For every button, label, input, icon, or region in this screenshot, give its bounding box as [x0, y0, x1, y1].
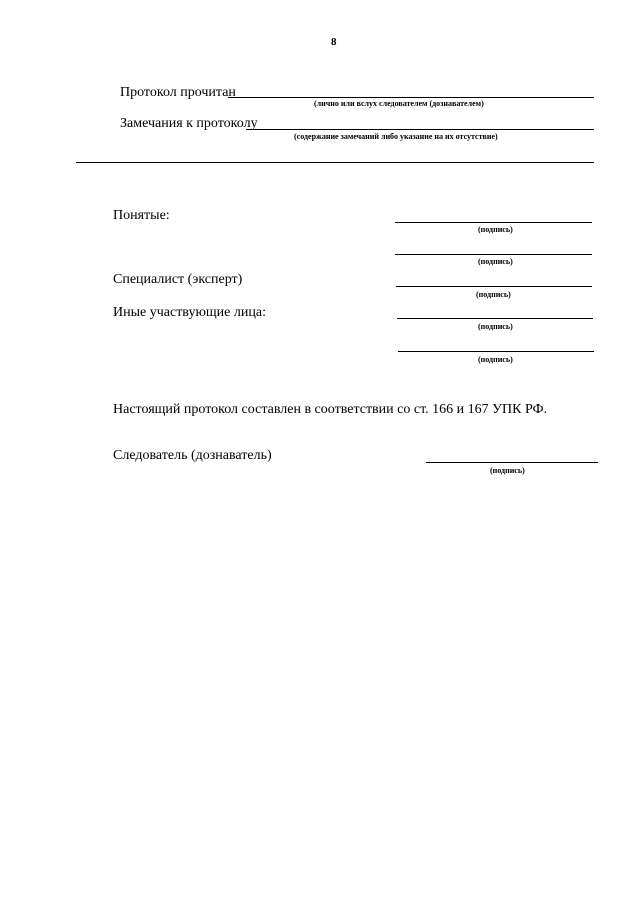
other-participants-label: Иные участвующие лица: — [113, 305, 266, 320]
remarks-caption: (содержание замечаний либо указание на их отсутствие) — [294, 132, 498, 141]
witness-1-signature-caption: (подпись) — [478, 225, 513, 234]
remarks-line — [246, 129, 594, 130]
specialist-signature-caption: (подпись) — [476, 290, 511, 299]
witness-2-signature-line — [395, 254, 592, 255]
witness-2-signature-caption: (подпись) — [478, 257, 513, 266]
specialist-label: Специалист (эксперт) — [113, 272, 243, 287]
other-2-signature-caption: (подпись) — [478, 355, 513, 364]
remarks-continuation-line — [76, 162, 594, 163]
protocol-read-caption: (лично или вслух следователем (дознавателем) — [314, 99, 484, 108]
remarks-label: Замечания к протоколу — [120, 116, 258, 131]
other-2-signature-line — [398, 351, 594, 352]
witness-1-signature-line — [395, 222, 592, 223]
other-1-signature-line — [397, 318, 593, 319]
other-1-signature-caption: (подпись) — [478, 322, 513, 331]
page-number: 8 — [331, 36, 337, 48]
protocol-read-line — [228, 97, 594, 98]
investigator-label: Следователь (дознаватель) — [113, 448, 272, 463]
witnesses-label: Понятые: — [113, 208, 170, 223]
protocol-read-label: Протокол прочитан — [120, 85, 236, 100]
investigator-signature-line — [426, 462, 598, 463]
specialist-signature-line — [396, 286, 592, 287]
legal-basis-statement: Настоящий протокол составлен в соответствии со ст. 166 и 167 УПК РФ. — [113, 402, 548, 417]
investigator-signature-caption: (подпись) — [490, 466, 525, 475]
